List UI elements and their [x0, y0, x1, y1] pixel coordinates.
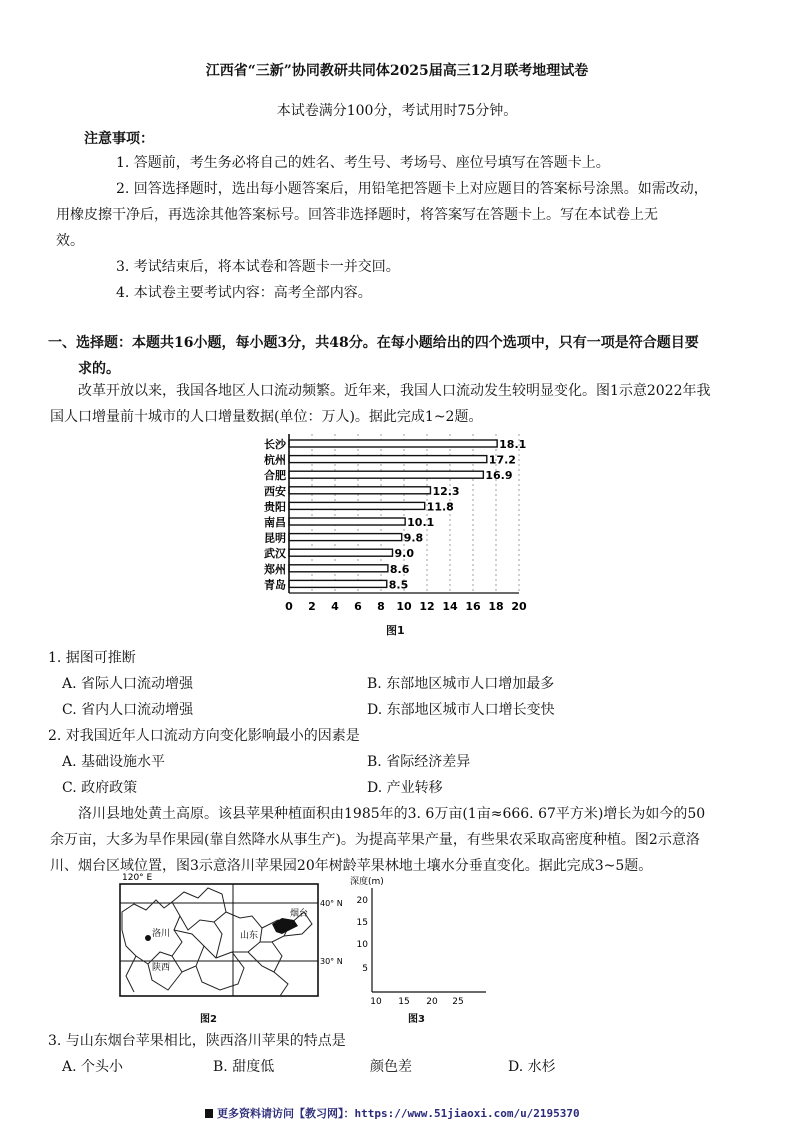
q1-option-d[interactable]: D. 东部地区城市人口增长变快 [367, 702, 555, 718]
footer-text: 更多资料请访问【教习网】：https://www.51jiaoxi.com/u/2195370 [217, 1107, 580, 1120]
x-tick-label: 20 [511, 600, 527, 613]
intro-paragraph-2 [50, 801, 755, 879]
figure3-caption: 图3 [408, 1014, 425, 1025]
x-tick-label: 0 [285, 600, 293, 613]
data-label: 9.0 [394, 547, 414, 561]
bar [289, 565, 388, 572]
question-1-stem: 1. 据图可推断 [48, 650, 136, 666]
notice-item: 1. 答题前，考生务必将自己的姓名、考生号、考场号、座位号填写在答题卡上。 [116, 155, 610, 171]
luochuan-marker [145, 935, 151, 941]
notice-item: 效。 [56, 233, 84, 249]
notice-item: 用橡皮擦干净后，再选涂其他答案标号。回答非选择题时，将答案写在答题卡上。写在本试卷上无 [56, 207, 658, 223]
figure3-ylabel: 深度(m) [350, 877, 384, 887]
lat40-label: 40° N [320, 899, 343, 908]
data-label: 12.3 [432, 484, 460, 498]
x-tick-label: 4 [331, 600, 339, 613]
q2-option-d[interactable]: D. 产业转移 [367, 780, 443, 796]
x-tick-label: 14 [442, 600, 458, 613]
exam-title: 江西省“三新”协同教研共同体2025届高三12月联考地理试卷 [205, 63, 589, 79]
question-3 [48, 1028, 748, 1080]
x-tick-label: 10 [396, 600, 412, 613]
intro-paragraph-1 [50, 378, 750, 430]
data-label: 10.1 [407, 516, 435, 529]
category-label: 杭州 [264, 453, 286, 467]
intro-line: 川、烟台区域位置，图3示意洛川苹果园20年树龄苹果林地土壤水分垂直变化。据此完成3~5题。 [50, 858, 653, 874]
bar [289, 502, 425, 509]
q1-option-a[interactable]: A. 省际人口流动增强 [62, 676, 194, 692]
q1-option-b[interactable]: B. 东部地区城市人口增加最多 [367, 676, 555, 692]
figure3-y-ticks [357, 896, 369, 974]
x-tick-label: 20 [426, 997, 438, 1007]
bar [289, 518, 405, 525]
data-label: 8.6 [389, 562, 410, 576]
q3-option-c[interactable]: 颜色差 [370, 1059, 412, 1075]
bar [289, 471, 483, 478]
category-label: 昆明 [264, 531, 286, 545]
chart-x-ticks [285, 600, 527, 613]
category-label: 合肥 [264, 469, 286, 483]
section-heading [48, 330, 754, 382]
x-tick-label: 25 [452, 997, 464, 1007]
bar [289, 549, 393, 556]
x-tick-label: 18 [488, 600, 504, 613]
category-label: 武汉 [264, 547, 286, 561]
bar [289, 534, 402, 541]
bar [289, 487, 430, 494]
figure2-caption: 图2 [200, 1014, 217, 1025]
intro-line: 洛川县地处黄土高原。该县苹果种植面积由1985年的3. 6万亩(1亩≈666. 67平方米)增长为如今的50 [78, 806, 706, 822]
x-tick-label: 2 [308, 600, 316, 613]
questions-1-2 [48, 645, 748, 795]
notice-item: 2. 回答选择题时，选出每小题答案后，用铅笔把答题卡上对应题目的答案标号涂黑。如需改动， [116, 181, 708, 197]
x-tick-label: 15 [398, 997, 410, 1007]
luochuan-label: 洛川 [152, 929, 171, 939]
bar [289, 456, 487, 463]
x-tick-label: 6 [354, 600, 362, 613]
y-tick-label: 15 [356, 918, 368, 928]
section-line: 一、选择题：本题共16小题，每小题3分，共48分。在每小题给出的四个选项中，只有一项是符合题目要 [48, 335, 699, 351]
lat30-label: 30° N [320, 957, 343, 966]
data-label: 8.5 [388, 578, 409, 592]
category-label: 贵阳 [264, 500, 286, 514]
longitude-label: 120° E [122, 873, 153, 883]
figure3-plot [346, 874, 492, 1010]
bar [289, 580, 387, 587]
q1-option-c[interactable]: C. 省内人口流动增强 [62, 702, 194, 718]
shaanxi-label: 陕西 [152, 963, 171, 973]
section-line: 求的。 [78, 361, 120, 377]
category-label: 南昌 [264, 516, 286, 529]
footer-link[interactable] [205, 1105, 580, 1121]
y-tick-label: 20 [356, 896, 368, 906]
intro-line: 改革开放以来，我国各地区人口流动频繁。近年来，我国人口流动发生较明显变化。图1示意2022年我 [78, 383, 711, 399]
intro-line: 国人口增量前十城市的人口增量数据(单位：万人)。据此完成1~2题。 [50, 409, 483, 425]
question-2-stem: 2. 对我国近年人口流动方向变化影响最小的因素是 [48, 728, 360, 744]
category-label: 西安 [264, 484, 286, 498]
x-tick-label: 10 [370, 997, 382, 1007]
bar [289, 440, 497, 447]
flag-icon [205, 1109, 213, 1118]
notice-item: 4. 本试卷主要考试内容：高考全部内容。 [116, 285, 372, 301]
figure1-bar-chart [246, 430, 536, 620]
data-label: 9.8 [403, 531, 424, 545]
q2-option-a[interactable]: A. 基础设施水平 [62, 754, 166, 770]
notice-list [56, 150, 738, 306]
intro-line: 余万亩，大多为旱作果园(靠自然降水从事生产)。为提高苹果产量，有些果农采取高密度种植。图2示意洛 [50, 832, 700, 848]
y-tick-label: 5 [362, 964, 368, 974]
chart-category-labels [263, 437, 287, 591]
question-3-stem: 3. 与山东烟台苹果相比，陕西洛川苹果的特点是 [48, 1033, 346, 1049]
figure1-caption: 图1 [386, 624, 405, 637]
figure2-map [112, 872, 343, 1010]
notice-item: 3. 考试结束后，将本试卷和答题卡一并交回。 [116, 259, 400, 275]
data-label: 17.2 [488, 453, 516, 467]
data-label: 11.8 [426, 500, 454, 514]
q3-option-b[interactable]: B. 甜度低 [213, 1059, 275, 1075]
data-label: 16.9 [485, 469, 513, 483]
category-label: 青岛 [264, 578, 286, 592]
q3-option-d[interactable]: D. 水杉 [508, 1059, 556, 1075]
data-label: 18.1 [499, 438, 527, 451]
category-label: 长沙 [264, 438, 286, 451]
x-tick-label: 16 [465, 600, 481, 613]
q2-option-c[interactable]: C. 政府政策 [62, 780, 138, 796]
shandong-label: 山东 [240, 931, 259, 941]
exam-subtitle: 本试卷满分100分，考试用时75分钟。 [276, 103, 518, 119]
q3-option-a[interactable]: A. 个头小 [62, 1059, 124, 1075]
x-tick-label: 8 [377, 600, 385, 613]
yantai-label: 烟台 [290, 909, 309, 919]
q2-option-b[interactable]: B. 省际经济差异 [367, 754, 471, 770]
notice-heading: 注意事项： [84, 131, 154, 147]
y-tick-label: 10 [356, 940, 368, 950]
figure3-x-ticks [370, 997, 463, 1007]
category-label: 郑州 [264, 562, 286, 576]
x-tick-label: 12 [419, 600, 435, 613]
